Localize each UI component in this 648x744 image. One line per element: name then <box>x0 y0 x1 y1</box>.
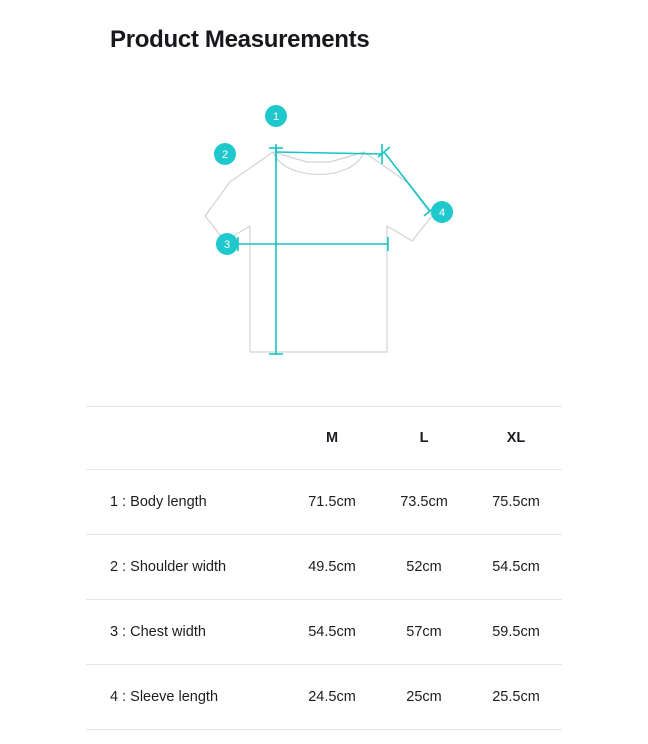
measure-line-shoulder-width <box>276 144 382 164</box>
cell-xl: 75.5cm <box>470 470 562 535</box>
cell-m: 24.5cm <box>286 665 378 730</box>
cell-m: 49.5cm <box>286 535 378 600</box>
table-row <box>86 600 562 665</box>
marker-badge-3 <box>216 233 238 255</box>
row-label: 3 : Chest width <box>86 600 286 665</box>
table-row <box>86 665 562 730</box>
column-header-xl: XL <box>470 407 562 470</box>
measure-line-sleeve-length <box>378 147 436 216</box>
table-row <box>86 535 562 600</box>
row-label: 1 : Body length <box>86 470 286 535</box>
svg-text:3: 3 <box>223 239 231 251</box>
cell-l: 25cm <box>378 665 470 730</box>
svg-text:2: 2 <box>221 149 229 161</box>
cell-l: 57cm <box>378 600 470 665</box>
svg-text:1: 1 <box>272 111 280 123</box>
column-header-m: M <box>286 407 378 470</box>
cell-m: 71.5cm <box>286 470 378 535</box>
column-header-l: L <box>378 407 470 470</box>
measure-line-chest-width <box>238 237 388 251</box>
measurements-table <box>86 406 562 730</box>
marker-badge-4 <box>431 201 453 223</box>
marker-badge-1 <box>265 105 287 127</box>
svg-text:4: 4 <box>438 207 446 219</box>
cell-xl: 59.5cm <box>470 600 562 665</box>
tshirt-measurement-diagram <box>110 86 538 376</box>
marker-badge-2 <box>214 143 236 165</box>
cell-l: 52cm <box>378 535 470 600</box>
row-label: 4 : Sleeve length <box>86 665 286 730</box>
cell-xl: 25.5cm <box>470 665 562 730</box>
page-title: Product Measurements <box>110 26 370 53</box>
tshirt-outline <box>205 152 432 352</box>
cell-l: 73.5cm <box>378 470 470 535</box>
table-header-row <box>86 407 562 470</box>
row-label: 2 : Shoulder width <box>86 535 286 600</box>
cell-m: 54.5cm <box>286 600 378 665</box>
cell-xl: 54.5cm <box>470 535 562 600</box>
column-header-measurement <box>86 407 286 470</box>
table-row <box>86 470 562 535</box>
